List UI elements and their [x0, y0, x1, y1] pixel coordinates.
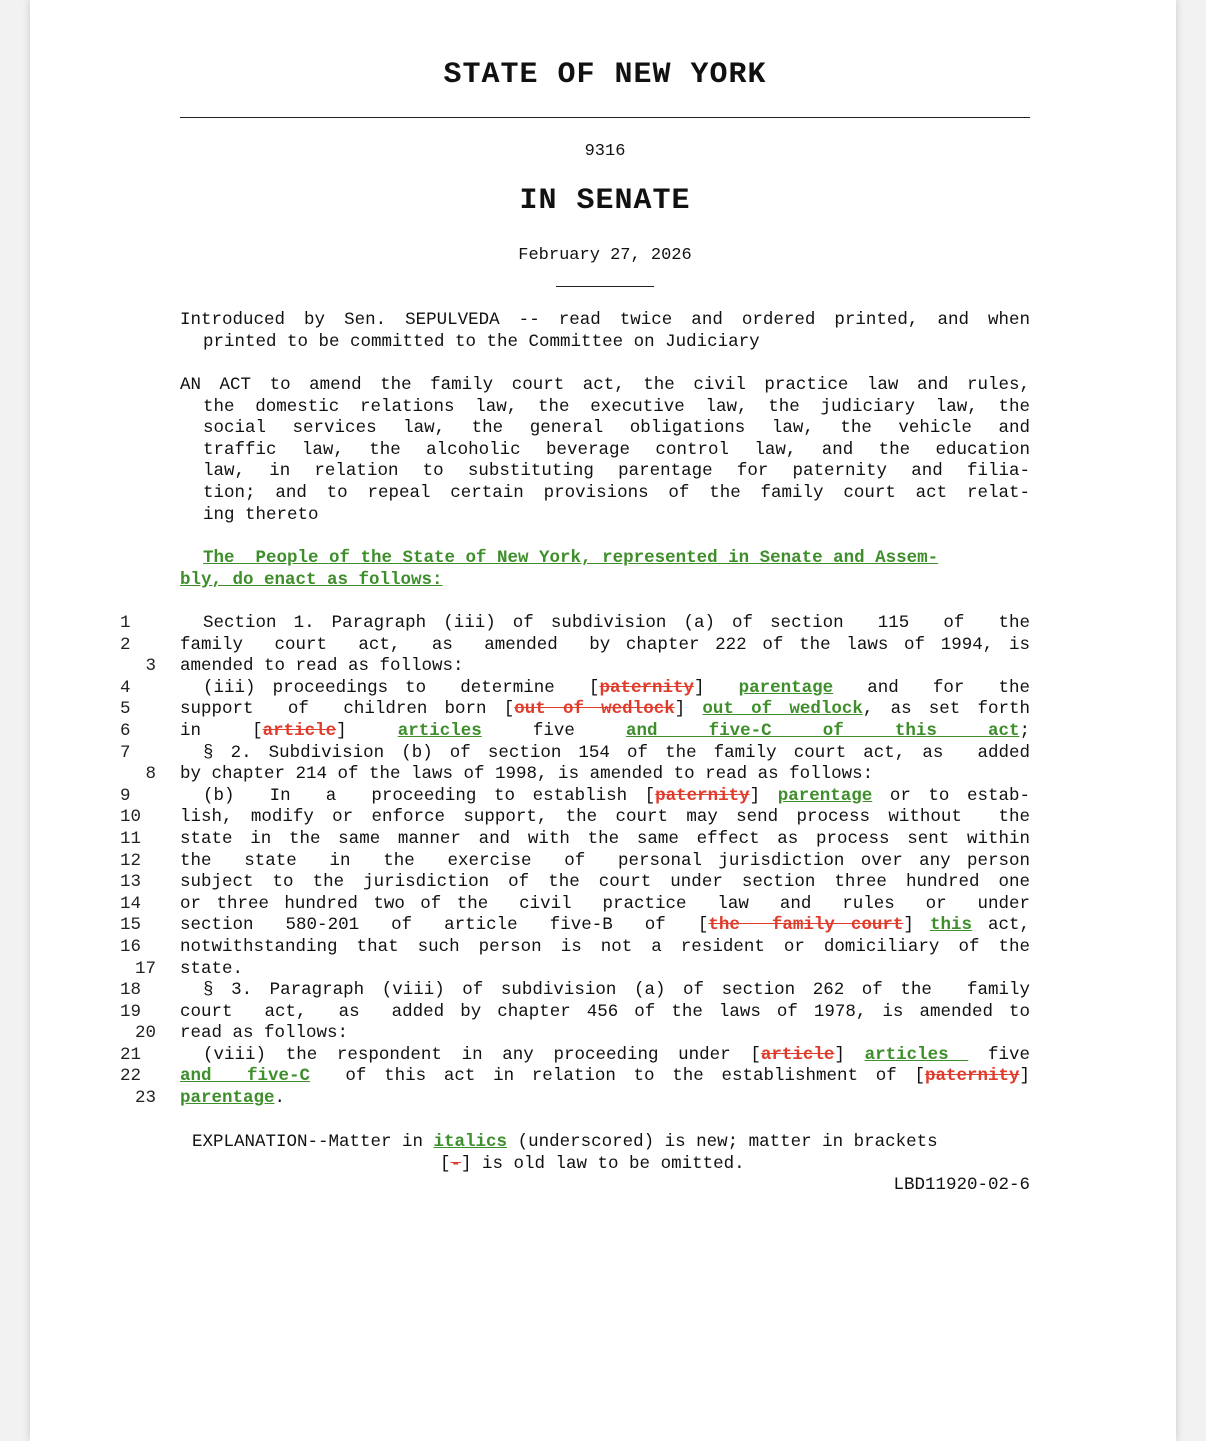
line-number: 12: [120, 850, 142, 871]
line-text: (iii) proceedings to determine [: [203, 677, 600, 698]
line-text: ]: [834, 1044, 865, 1065]
line-text: by chapter 214 of the laws of 1998, is amended to read as follows:: [180, 764, 874, 785]
inserted-text: out of wedlock: [702, 699, 863, 720]
bill-line: [134, 1023, 1030, 1045]
line-text: read as follows:: [180, 1023, 349, 1044]
explanation-bracket-open: [: [440, 1153, 451, 1174]
enacting-text: bly, do enact as follows:: [180, 569, 443, 590]
bill-line: [120, 699, 1030, 721]
line-number: 23: [134, 1088, 156, 1109]
line-text: notwithstanding that such person is not a resident or domiciliary of the: [180, 936, 1030, 957]
line-text: state.: [180, 958, 244, 979]
bill-line: [120, 785, 1030, 808]
inserted-text: articles: [397, 720, 482, 741]
line-number: 15: [120, 915, 142, 936]
introduced-line: Introduced by Sen. SEPULVEDA -- read twice and ordered printed, and when: [180, 310, 1030, 330]
line-number: 4: [120, 677, 131, 698]
header-rule: [180, 117, 1030, 118]
line-number: 14: [120, 893, 142, 914]
line-text: of this act in relation to the establishment of [: [309, 1066, 925, 1087]
line-number: 16: [120, 936, 142, 957]
bill-body: [120, 613, 1031, 1110]
line-text: Section 1. Paragraph (iii) of subdivision (a) of section 115 of the: [203, 613, 1030, 633]
line-text: the state in the exercise of personal jurisdiction over any person: [180, 850, 1030, 871]
explanation-line: [180, 1132, 1030, 1154]
bill-line: [120, 677, 1031, 700]
line-text: or three hundred two of the civil practice law and rules or under: [180, 893, 1030, 914]
deleted-text: article: [262, 720, 337, 741]
document-code: LBD11920-02-6: [893, 1175, 1030, 1196]
explanation-deleted-symbol: -: [450, 1153, 462, 1174]
line-number: 5: [120, 699, 131, 720]
deleted-text: article: [760, 1044, 835, 1065]
line-number: 13: [120, 872, 142, 893]
bill-line: [120, 828, 1030, 851]
inserted-text: parentage: [777, 785, 873, 806]
inserted-text: parentage: [180, 1088, 275, 1109]
line-text: amended to read as follows:: [180, 656, 464, 677]
line-text: ]: [903, 915, 930, 936]
line-text: court act, as added by chapter 456 of the laws of 1978, is amended to: [180, 1001, 1030, 1022]
inserted-text: this: [929, 915, 972, 936]
act-title-line: AN ACT to amend the family court act, the civil practice law and rules,: [180, 375, 1030, 395]
line-number: 2: [120, 634, 131, 655]
bill-line: [120, 893, 1030, 916]
bill-line: [120, 634, 1030, 657]
line-text: family court act, as amended by chapter 222 of the laws of 1994, is: [180, 634, 1030, 655]
line-number: 8: [145, 764, 156, 785]
line-text: (viii) the respondent in any proceeding under [: [203, 1044, 761, 1065]
bill-line: [120, 1044, 1030, 1067]
line-number: 19: [120, 1001, 142, 1022]
line-text: subject to the jurisdiction of the court under section three hundred one: [180, 872, 1030, 893]
line-number: 6: [120, 720, 131, 741]
line-text: , as set forth: [862, 699, 1030, 720]
bill-line: [145, 656, 1030, 678]
line-text: ]: [1019, 1066, 1030, 1087]
act-title-line: social services law, the general obligations law, the vehicle and: [203, 418, 1030, 439]
inserted-text: and five-C: [180, 1066, 310, 1087]
deleted-text: paternity: [655, 785, 750, 806]
line-text: support of children born [: [180, 699, 515, 720]
introduced-block: [180, 310, 1030, 353]
explanation-middle: (underscored) is new; matter in brackets: [507, 1132, 938, 1152]
line-text: lish, modify or enforce support, the court may send process without the: [180, 807, 1030, 828]
line-number: 21: [120, 1044, 142, 1065]
introduced-line: printed to be committed to the Committee on Judiciary: [203, 331, 760, 352]
act-title-block: [180, 375, 1030, 526]
act-title-line: tion; and to repeal certain provisions of the family court act relat-: [203, 482, 1030, 503]
enacting-clause: [180, 548, 1030, 591]
line-text: and for the: [833, 677, 1031, 698]
line-number: 20: [134, 1023, 156, 1044]
line-text: state in the same manner and with the same effect as process sent within: [180, 828, 1030, 849]
act-title-line: traffic law, the alcoholic beverage control law, and the education: [203, 439, 1030, 460]
explanation-line: [180, 1154, 1030, 1176]
enacting-line: [180, 570, 1030, 592]
line-text: or to estab-: [872, 785, 1030, 806]
deleted-text: paternity: [599, 677, 694, 698]
line-text: (b) In a proceeding to establish [: [203, 785, 656, 806]
line-text: ]: [749, 785, 778, 806]
line-text: five: [481, 720, 627, 741]
act-title-line: ing thereto: [203, 504, 319, 525]
enacting-text: The People of the State of New York, represented in Senate and Assem-: [203, 548, 939, 568]
deleted-text: the family court: [708, 915, 904, 936]
line-text: ]: [693, 677, 739, 698]
line-text: ]: [336, 720, 398, 741]
line-number: 18: [120, 980, 142, 1001]
bill-line: [145, 764, 1030, 786]
bill-line: [120, 1066, 1030, 1088]
line-number: 9: [120, 785, 131, 806]
line-text: .: [274, 1088, 286, 1109]
bill-number: 9316: [584, 142, 626, 161]
inserted-text: and five-C of this act: [626, 720, 1020, 741]
bill-line: [120, 850, 1030, 873]
document-page: [30, 0, 1176, 1441]
explanation-block: [180, 1132, 1030, 1197]
enacting-line: [180, 548, 1030, 570]
bill-line: [120, 720, 1030, 743]
state-title: STATE OF NEW YORK: [443, 58, 767, 92]
line-number: 10: [120, 807, 142, 828]
bill-line: [120, 915, 1030, 937]
date-rule: [556, 286, 654, 287]
line-text: section 580-201 of article five-B of [: [180, 915, 709, 936]
deleted-text: paternity: [924, 1066, 1020, 1087]
line-number: 11: [120, 828, 142, 849]
inserted-text: parentage: [738, 677, 834, 698]
deleted-text: out of wedlock: [514, 699, 675, 720]
bill-line: [120, 872, 1030, 894]
line-text: § 2. Subdivision (b) of section 154 of the family court act, as added: [203, 742, 1030, 763]
line-number: 22: [120, 1066, 142, 1087]
line-text: ;: [1019, 720, 1030, 741]
bill-line: [134, 958, 1030, 981]
explanation-prefix: EXPLANATION--Matter in: [192, 1132, 434, 1152]
bill-line: [120, 980, 1030, 1002]
bill-line: [120, 936, 1030, 959]
line-number: 3: [145, 656, 156, 677]
line-text: five: [968, 1044, 1030, 1065]
line-text: ]: [674, 699, 703, 720]
chamber-title: IN SENATE: [519, 184, 691, 218]
line-number: 7: [120, 742, 131, 763]
explanation-bracket-close: ] is old law to be omitted.: [461, 1153, 745, 1174]
act-title-line: law, in relation to substituting parentage for paternity and filia-: [203, 461, 1030, 482]
bill-date: February 27, 2026: [518, 246, 692, 265]
bill-line: [120, 742, 1030, 765]
bill-line: [120, 613, 1030, 635]
bill-line: [120, 1001, 1030, 1024]
bill-line: [120, 807, 1030, 829]
explanation-italics: italics: [433, 1132, 508, 1152]
act-title-line: the domestic relations law, the executive law, the judiciary law, the: [203, 396, 1030, 417]
line-number: 17: [134, 958, 156, 979]
line-text: § 3. Paragraph (viii) of subdivision (a) of section 262 of the family: [203, 980, 1030, 1001]
inserted-text: articles: [864, 1044, 969, 1065]
line-text: act,: [971, 915, 1030, 936]
line-number: 1: [120, 613, 131, 633]
bill-line: [134, 1088, 1030, 1110]
line-text: in [: [180, 720, 263, 741]
